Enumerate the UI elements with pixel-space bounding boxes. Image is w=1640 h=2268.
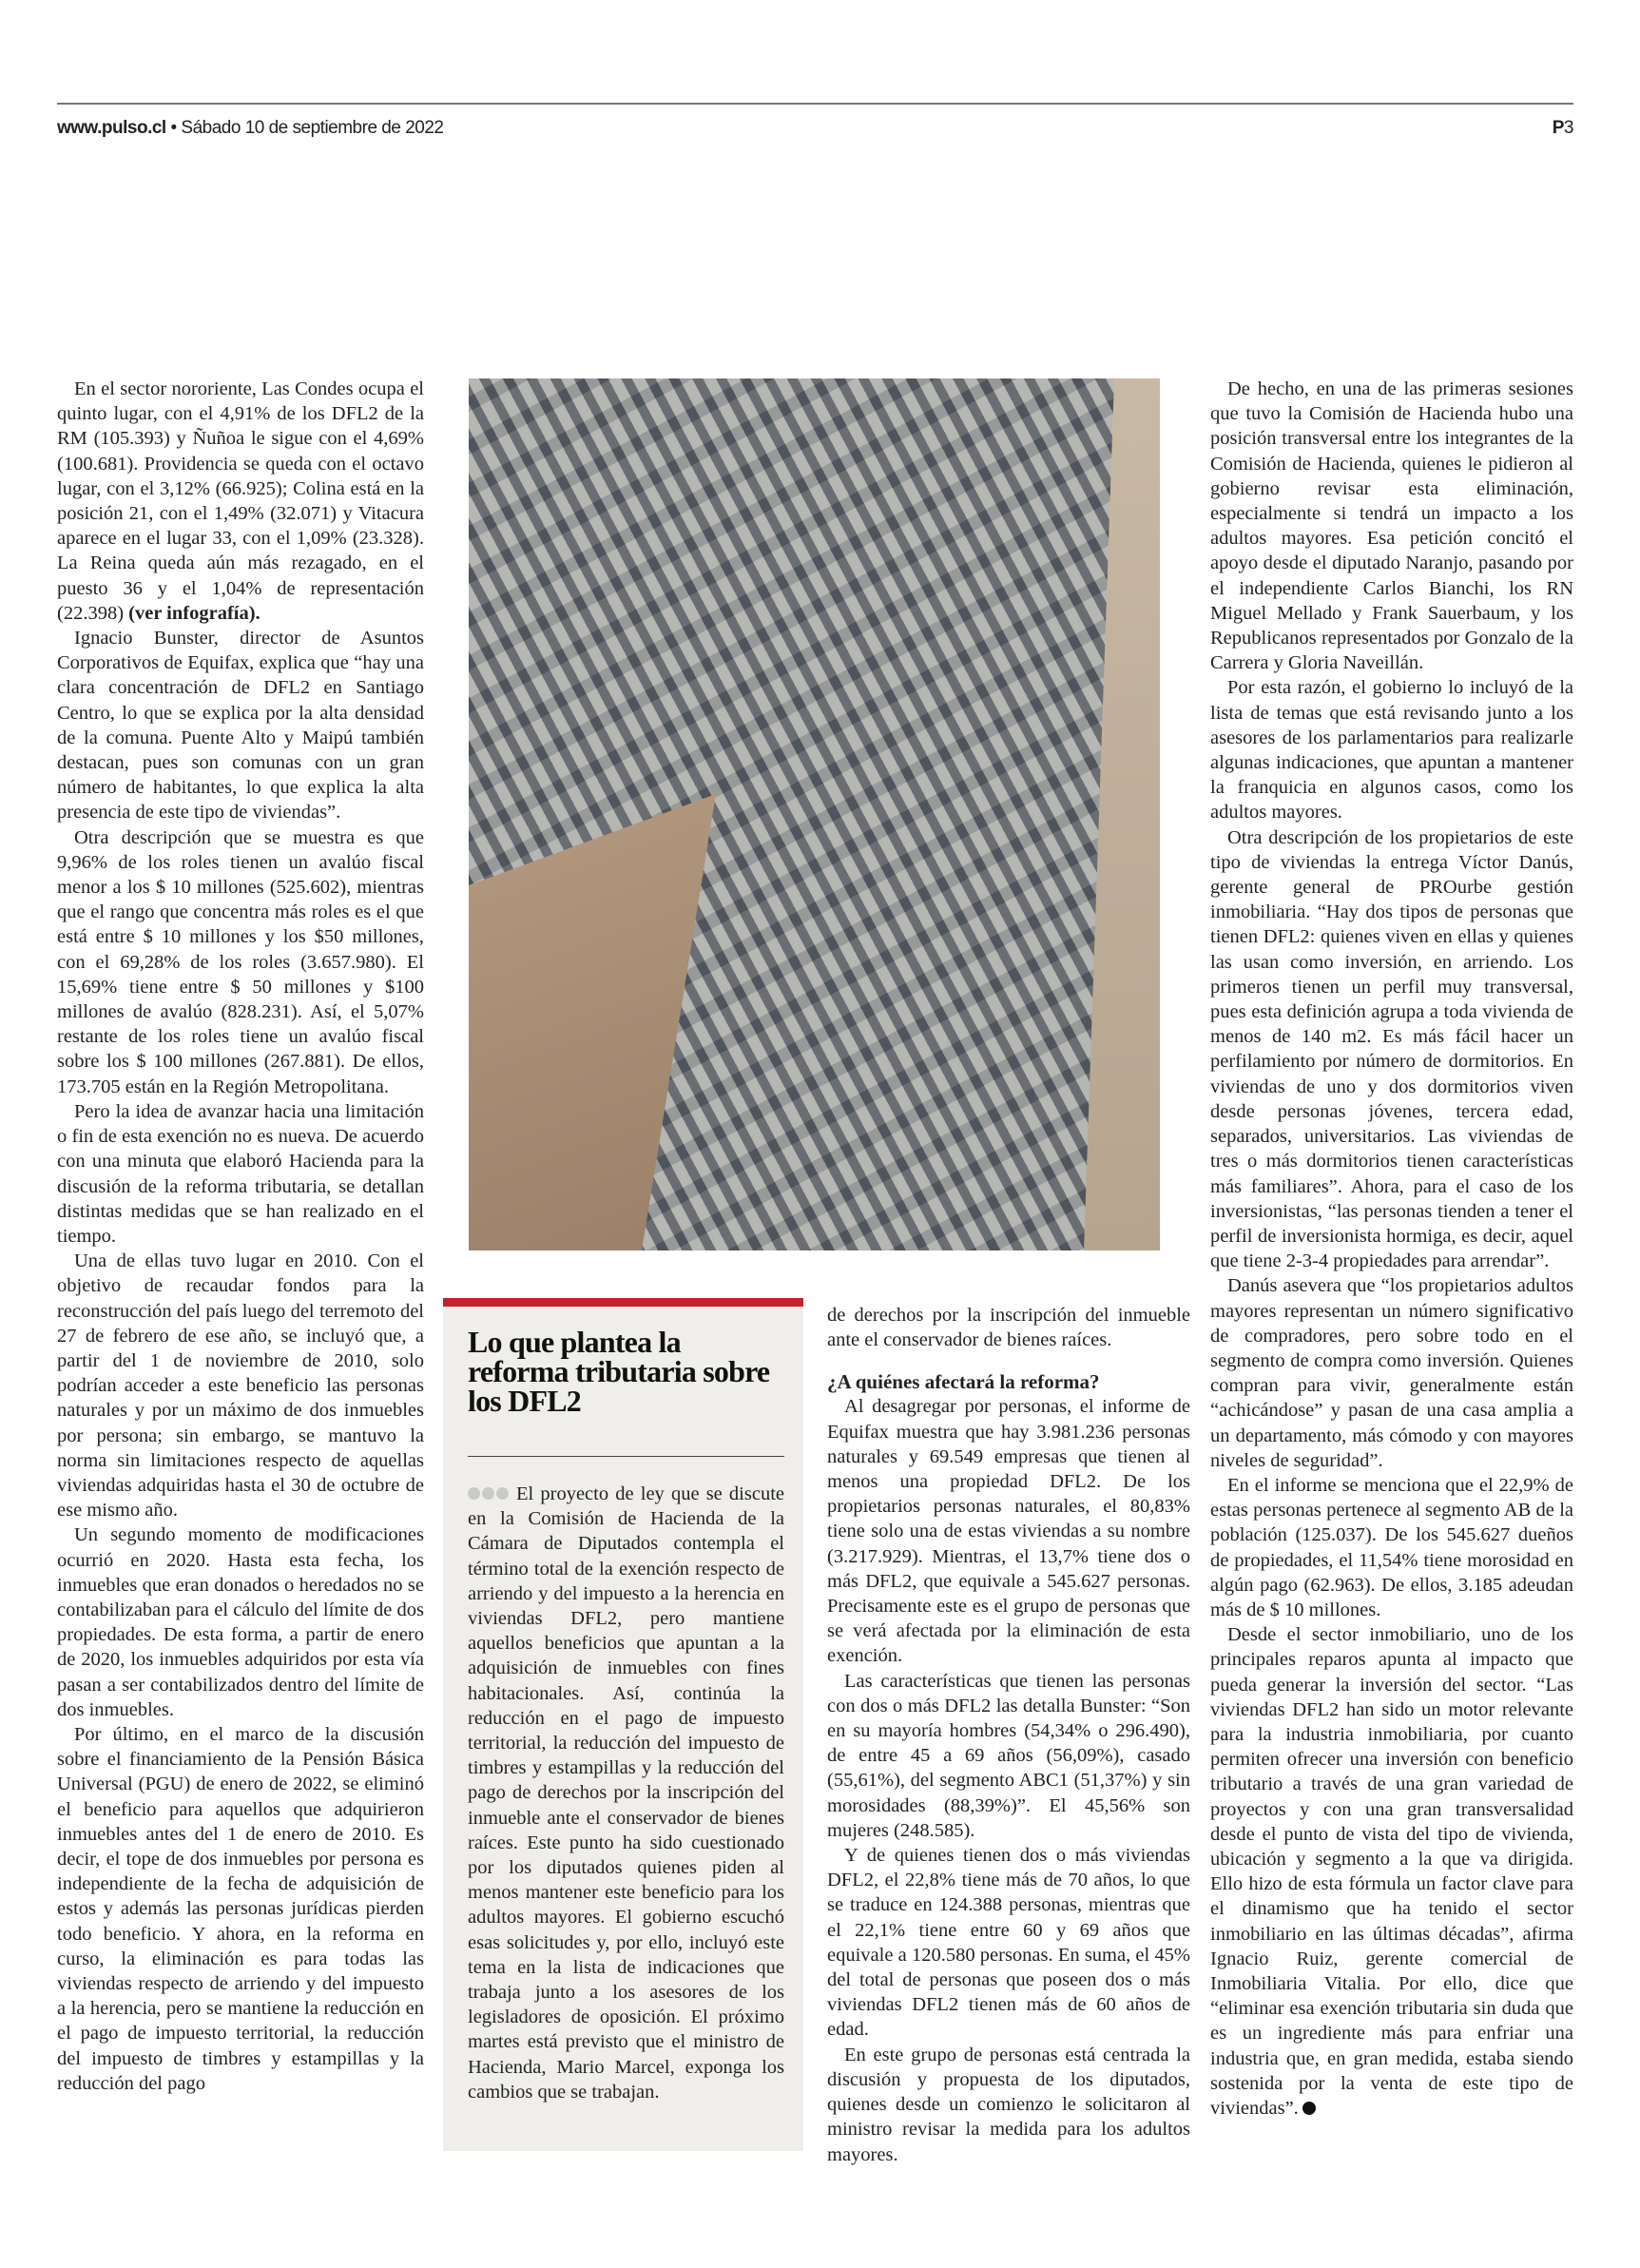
paragraph: de derechos por la inscripción del inmueble ante el conservador de bienes raíces.	[827, 1305, 1190, 1351]
subheading: ¿A quiénes afectará la reforma?	[827, 1370, 1100, 1394]
sidebar-box	[443, 1298, 803, 2151]
paragraph: Un segundo momento de modificaciones ocurrió en 2020. Hasta esta fecha, los inmuebles que eran donados o heredados no se contabilizaban para el cálculo del límite de dos propiedades. De esta forma, a partir de enero de 2020, los inmuebles adquiridos por esta vía pasan a ser contabilizados dentro del límite de dos inmuebles.	[57, 1524, 424, 1720]
sidebar-accent-bar	[443, 1298, 803, 1307]
top-rule	[57, 103, 1573, 105]
paragraph: Al desagregar por personas, el informe de Equifax muestra que hay 3.981.236 personas naturales y 69.549 empresas que tienen al menos una propiedad DFL2. De los propietarios personas naturales, el 80,83% tiene solo una de estas viviendas a su nombre (3.217.929). Mientras, el 13,7% tiene dos o más DFL2, que equivale a 545.627 personas. Precisamente este es el grupo de personas que se verá afectada por la eliminación de esta exención.	[827, 1396, 1190, 1667]
paragraph: De hecho, en una de las primeras sesiones que tuvo la Comisión de Hacienda hubo una posición transversal entre los integrantes de la Comisión de Hacienda, quienes le pidieron al gobierno revisar esta eliminación, especialmente si tendrá un impacto a los adultos mayores. Esa petición concitó el apoyo desde el diputado Naranjo, pasando por el independiente Carlos Bianchi, los RN Miguel Mellado y Frank Sauerbaum, y los Republicanos representados por Gonzalo de la Carrera y Gloria Naveillán.	[1210, 378, 1573, 674]
paragraph: Otra descripción de los propietarios de este tipo de viviendas la entrega Víctor Danús, gerente general de PROurbe gestión inmobiliaria. “Hay dos tipos de personas que tienen DFL2: quienes viven en ellas y quienes las usan como inversión, en arriendo. Los primeros tienen un perfil muy transversal, pues esta definición agrupa a toda vivienda de menos de 140 m2. Es más fácil hacer un perfilamiento por número de dormitorios. En viviendas de uno y dos dormitorios viven desde personas jóvenes, tercera edad, separados, universitarios. Las viviendas de tres o más dormitorios tienen características más familiares”. Ahora, para el caso de los inversionistas, “las personas tienden a tener el perfil de inversionista hormiga, es decir, aquel que tiene 2-3-4 propiedades para arrendar”.	[1210, 826, 1573, 1272]
paragraph: En el sector nororiente, Las Condes ocupa el quinto lugar, con el 4,91% de los DFL2 de la RM (105.393) y Ñuñoa le sigue con el 4,69% (100.681). Providencia se queda con el octavo lugar, con el 3,12% (66.925); Colina está en la posición 21, con el 1,49% (32.071) y Vitacura aparece en el lugar 33, con el 1,09% (23.328). La Reina queda aún más rezagado, en el puesto 36 y el 1,04% de representación (22.398) (ver infografía).	[57, 378, 424, 624]
paragraph: Una de ellas tuvo lugar en 2010. Con el objetivo de recaudar fondos para la reconstrucción del país luego del terremoto del 27 de febrero de ese año, se incluyó que, a partir del 1 de noviembre de 2010, solo podrían acceder a este beneficio las personas naturales y por un máximo de dos inmuebles por persona; sin embargo, se mantuvo la norma sin limitaciones respecto de aquellas viviendas adquiridas hasta el 30 de octubre de ese mismo año.	[57, 1250, 424, 1522]
bullet-dots-icon	[468, 1482, 511, 1506]
header-date: • Sábado 10 de septiembre de 2022	[170, 118, 444, 138]
paragraph: Otra descripción que se muestra es que 9,96% de los roles tienen un avalúo fiscal menor a los $ 10 millones (525.602), mientras que el rango que concentra más roles es el que está entre $ 10 millones y los $50 millones, con el 69,28% de los roles (3.657.980). El 15,69% tiene entre $ 50 millones y $100 millones de avalúo (828.231). Así, el 5,07% restante de los roles tiene un avalúo fiscal sobre los $ 100 millones (267.881). De ellos, 173.705 están en la Región Metropolitana.	[57, 826, 424, 1097]
article-column-4	[1210, 377, 1573, 2121]
sidebar-title: Lo que plantea la reforma tributaria sobre los DFL2	[468, 1325, 770, 1418]
page-number: P3	[1552, 118, 1573, 138]
infographic-reference: (ver infografía).	[128, 602, 260, 624]
sidebar-divider	[468, 1456, 784, 1457]
header-left	[57, 118, 443, 139]
article-column-3	[827, 1303, 1190, 2167]
page-header	[57, 118, 1573, 139]
paragraph: Las características que tienen las personas con dos o más DFL2 las detalla Bunster: “Son en su mayoría hombres (54,34% o 296.490), de entre 45 a 69 años (56,09%), casado (55,61%), del segmento ABC1 (51,37%) y sin morosidades (88,39%)”. El 45,56% son mujeres (248.585).	[827, 1670, 1190, 1841]
paragraph: Y de quienes tienen dos o más viviendas DFL2, el 22,8% tiene más de 70 años, lo que se traduce en 124.388 personas, mientras que el 22,1% tiene entre 60 y 69 años que equivale a 120.580 personas. En suma, el 45% del total de personas que poseen dos o más viviendas DFL2 tienen más de 60 años de edad.	[827, 1845, 1190, 2041]
paragraph: En este grupo de personas está centrada la discusión y propuesta de los diputados, quienes desde un comienzo le solicitaron al ministro revisar la medida para los adultos mayores.	[827, 2044, 1190, 2165]
paragraph: Por esta razón, el gobierno lo incluyó de la lista de temas que está revisando junto a los asesores de los parlamentarios para realizarle algunas indicaciones, que apuntan a mantener la franquicia en algunos casos, como los adultos mayores.	[1210, 677, 1573, 824]
site-url: www.pulso.cl	[57, 118, 166, 138]
paragraph: Danús asevera que “los propietarios adultos mayores representan un número significativo de compradores, pero sobre todo en el segmento de compra como inversión. Quienes compran para vivir, generalmente están “achicándose” y pasan de una casa amplia a un departamento, más cómodo y con mayores niveles de seguridad”.	[1210, 1275, 1573, 1471]
aerial-housing-photo	[469, 378, 1160, 1250]
end-of-article-icon	[1302, 2102, 1316, 2115]
paragraph: En el informe se menciona que el 22,9% de estas personas pertenece al segmento AB de la población (125.037). De los 545.627 dueños de propiedades, el 11,54% tiene morosidad en algún pago (62.963). De ellos, 3.185 adeudan más de $ 10 millones.	[1210, 1474, 1573, 1620]
article-column-1	[57, 377, 424, 2096]
paragraph: Pero la idea de avanzar hacia una limitación o fin de esta exención no es nueva. De acuerdo con una minuta que elaboró Hacienda para la discusión de la reforma tributaria, se detallan distintas medidas que se han realizado en el tiempo.	[57, 1100, 424, 1247]
paragraph: Ignacio Bunster, director de Asuntos Corporativos de Equifax, explica que “hay una clara concentración de DFL2 en Santiago Centro, lo que se explica por la alta densidad de la comuna. Puente Alto y Maipú también destacan, pues son comunas con un gran número de habitantes, lo que explica la alta presencia de este tipo de viviendas”.	[57, 628, 424, 824]
paragraph: Por último, en el marco de la discusión sobre el financiamiento de la Pensión Básica Universal (PGU) de enero de 2022, se eliminó el beneficio para aquellos que adquirieron inmuebles antes del 1 de enero de 2010. Es decir, el tope de dos inmuebles por persona es independiente de la fecha de adquisición de estos y además las personas jurídicas pierden todo beneficio. Y ahora, en la reforma en curso, la eliminación es para todas las viviendas respecto de arriendo y del impuesto a la herencia, pero se mantiene la reducción en el pago de impuesto territorial, la reducción del impuesto de timbres y estampillas y la reducción del pago	[57, 1723, 424, 2094]
sidebar-text: El proyecto de ley que se discute en la Comisión de Hacienda de la Cámara de Diputados contempla el término total de la exención respecto de arriendo y del impuesto a la herencia en viviendas DFL2, pero mantiene aquellos beneficios que apuntan a la adquisición de inmuebles con fines habitacionales. Así, continúa la reducción en el pago de impuesto territorial, la reducción del impuesto de timbres y estampillas y la reducción del pago de derechos por la inscripción del inmueble ante el conservador de bienes raíces. Este punto ha sido cuestionado por los diputados quienes piden al menos mantener este beneficio para los adultos mayores. El gobierno escuchó esas solicitudes y, por ello, incluyó este tema en la lista de indicaciones que trabaja junto a los asesores de los legisladores de oposición. El próximo martes está previsto que el ministro de Hacienda, Mario Marcel, exponga los cambios que se trabajan.	[468, 1483, 784, 2103]
paragraph: Desde el sector inmobiliario, uno de los principales reparos apunta al impacto que pueda generar la inversión del sector. “Las viviendas DFL2 han sido un motor relevante para la industria inmobiliaria, por cuanto permiten ofrecer una inversión con beneficio tributario a través de una gran variedad de proyectos y con una gran transversalidad desde el punto de vista del tipo de vivienda, ubicación y segmento a la que va dirigida. Ello hizo de esta fórmula un factor clave para el dinamismo que ha tenido el sector inmobiliario en las últimas décadas”, afirma Ignacio Ruiz, gerente comercial de Inmobiliaria Vitalia. Por ello, dice que “eliminar esa exención tributaria sin duda que es un ingrediente más para enfriar una industria que, en gran medida, estaba siendo sostenida por la venta de este tipo de viviendas”.	[1210, 1624, 1573, 2120]
